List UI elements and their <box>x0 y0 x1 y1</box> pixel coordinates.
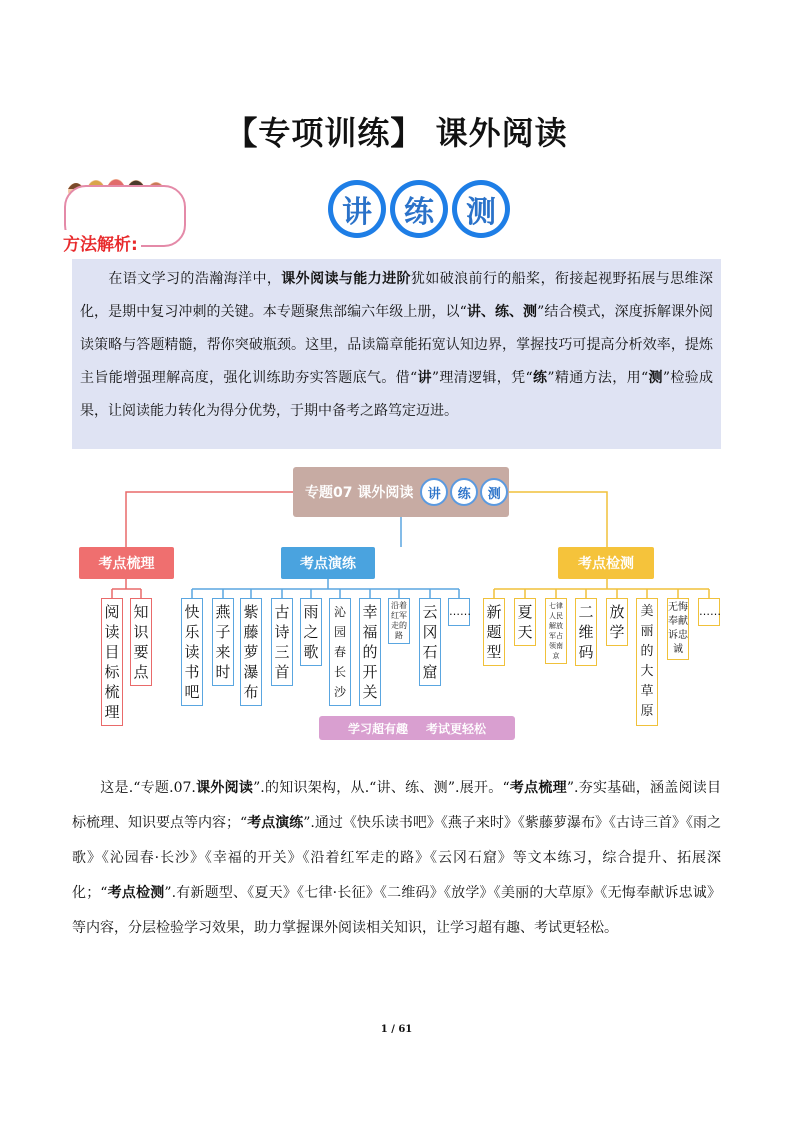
badge-char: 测 <box>457 185 505 233</box>
body-text: 这是.“专题.07. <box>100 780 196 796</box>
leaf-test: 放学 <box>606 598 628 646</box>
category-review: 考点梳理 <box>79 547 174 579</box>
body-bold: 考点检测 <box>107 885 165 901</box>
leaf-test: 美丽的大草原 <box>636 598 658 726</box>
badge-char: 测 <box>480 478 508 506</box>
page-number: 1 / 61 <box>380 1024 413 1035</box>
leaf-practice: 燕子来时 <box>212 598 234 686</box>
method-label: 方法解析: <box>60 230 141 255</box>
intro-bold: 练 <box>532 370 548 386</box>
leaf-practice: 沁园春长沙 <box>329 598 351 706</box>
leaf-review: 阅读目标梳理 <box>101 598 123 726</box>
badge-char: 练 <box>450 478 478 506</box>
mind-map <box>79 465 719 750</box>
leaf-test: 新题型 <box>483 598 505 666</box>
leaf-test: 无悔奉献诉忠诚 <box>667 598 689 660</box>
body-bold: 考点梳理 <box>509 780 567 796</box>
body-text: ”.的知识架构，从.“讲、练、测”.展开。“ <box>253 780 510 796</box>
topic-text: 专题07 课外阅读 <box>305 485 414 501</box>
intro-text: ”精通方法，用“ <box>547 370 649 386</box>
page-title: 【专项训练】 课外阅读 <box>225 114 568 152</box>
badge-circle <box>452 180 510 238</box>
slogan-text: 考试更轻松 <box>426 721 487 736</box>
intro-text: ”检验成果，让阅读能力转化为得分优势，于期中备考之路笃定迈进。 <box>80 370 714 419</box>
badge-circle <box>328 180 386 238</box>
leaf-practice: 云冈石窟 <box>419 598 441 686</box>
leaf-practice: 紫藤萝瀑布 <box>240 598 262 706</box>
method-header <box>58 175 193 255</box>
category-test: 考点检测 <box>558 547 654 579</box>
leaf-test: 二维码 <box>575 598 597 666</box>
leaf-practice: 古诗三首 <box>271 598 293 686</box>
badge-char: 讲 <box>333 185 381 233</box>
leaf-practice: 沿着红军走的路 <box>388 598 410 644</box>
leaf-test: 七律人民解放军占领南京 <box>545 598 567 664</box>
body-text: ”.夯实基础，涵盖阅读目标梳理、知识要点等内容；“ <box>72 780 722 831</box>
body-text: ”.通过《快乐读书吧》《燕子来时》《紫藤萝瀑布》《古诗三首》《雨之歌》《沁园春·长沙》《幸福的开关》《沿着红军走的路》《云冈石窟》等文本练习，综合提升、拓展深化；“ <box>72 815 721 901</box>
intro-bold: 测 <box>648 370 663 386</box>
intro-text: ”结合模式，深度拆解课外阅读策略与答题精髓，帮你突破瓶颈。这里，品读篇章能拓宽认知边界，掌握技巧可提高分析效率，提炼主旨能增强理解高度，强化训练助夯实答题底气。借“ <box>80 304 713 386</box>
body-bold: 课外阅读 <box>195 780 254 796</box>
intro-text: 犹如破浪前行的船桨，衔接起视野拓展与思维深化，是期中复习冲刺的关键。本专题聚焦部编六年级上册，以“ <box>80 271 714 320</box>
intro-paragraph <box>72 259 721 449</box>
intro-bold: 讲 <box>417 370 432 386</box>
leaf-test: …… <box>698 598 720 626</box>
category-practice: 考点演练 <box>281 547 375 579</box>
intro-bold: 课外阅读与能力进阶 <box>281 271 411 287</box>
mind-map-topic <box>293 467 509 517</box>
slogan-text: 学习超有趣 <box>347 721 408 736</box>
badge-circle <box>390 180 448 238</box>
badge-char: 练 <box>395 185 443 233</box>
jiang-lian-ce-badge <box>328 180 508 242</box>
leaf-review: 知识要点 <box>130 598 152 686</box>
body-paragraph <box>72 771 721 946</box>
slogan-banner <box>319 716 515 740</box>
intro-text: ”理清逻辑，凭“ <box>431 370 533 386</box>
badge-char: 讲 <box>420 478 448 506</box>
body-bold: 考点演练 <box>247 815 304 831</box>
intro-text: 在语文学习的浩瀚海洋中， <box>108 271 282 287</box>
body-text: ”.有新题型、《夏天》《七律·长征》《二维码》《放学》《美丽的大草原》《无悔奉献诉忠诚》等内容，分层检验学习效果，助力掌握课外阅读相关知识，让学习超有趣、考试更轻松。 <box>72 885 722 936</box>
leaf-test: 夏天 <box>514 598 536 646</box>
leaf-practice: 雨之歌 <box>300 598 322 666</box>
leaf-practice: …… <box>448 598 470 626</box>
leaf-practice: 快乐读书吧 <box>181 598 203 706</box>
intro-bold: 讲、练、测 <box>466 304 538 320</box>
leaf-practice: 幸福的开关 <box>359 598 381 706</box>
